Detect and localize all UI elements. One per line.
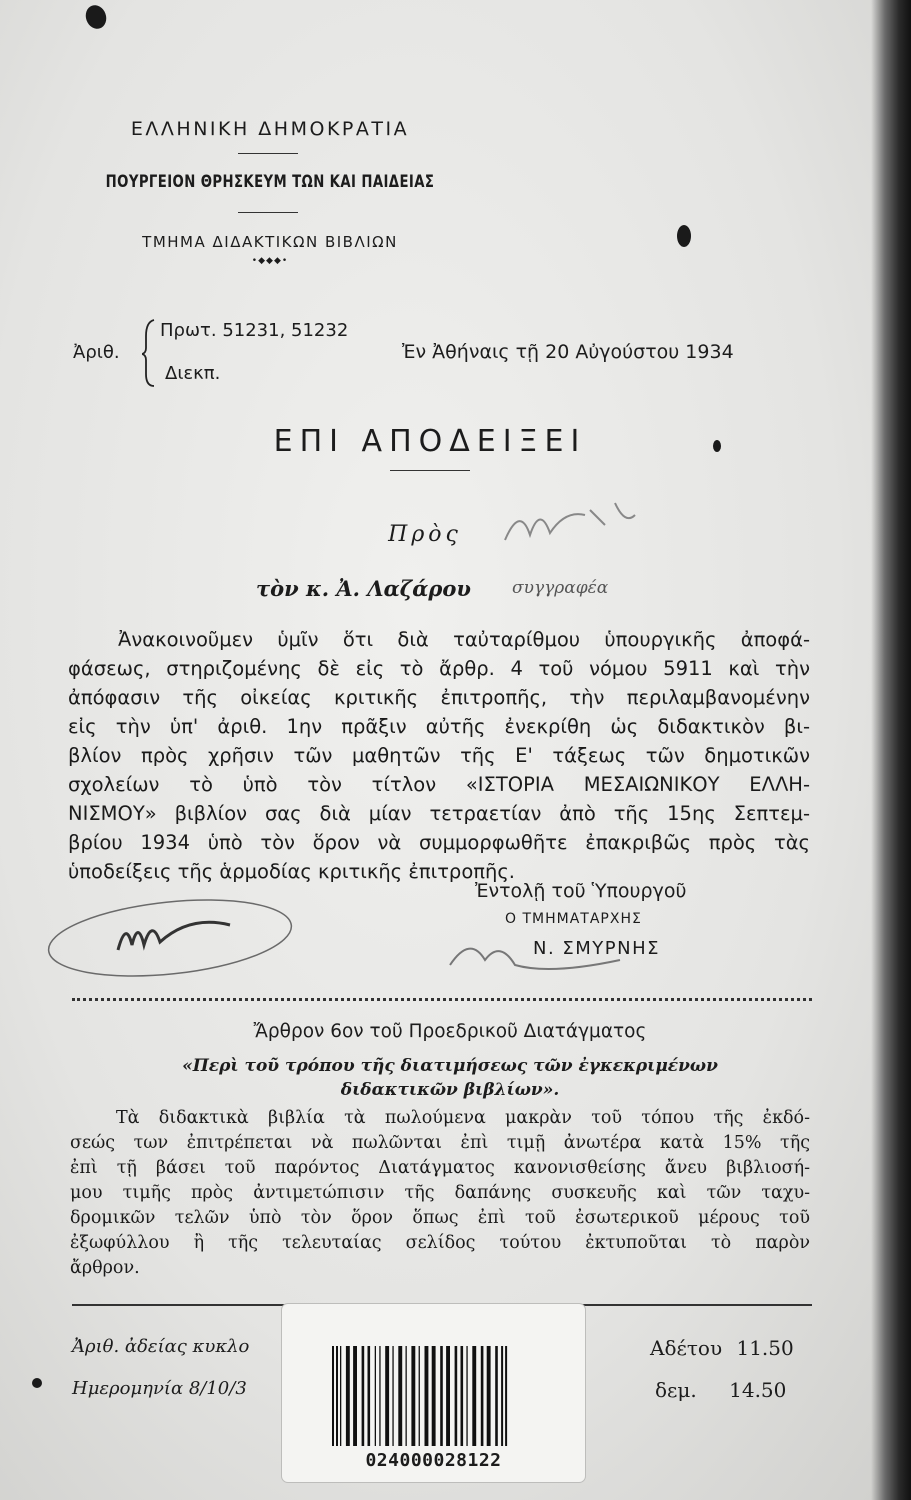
ministry-heading: ΠΟΥΡΓΕΙΟΝ ΘΡΗΣΚΕΥΜ ΤΩΝ ΚΑΙ ΠΑΙΔΕΙΑΣ: [105, 172, 435, 192]
barcode-bar: [353, 1346, 357, 1446]
reference-brace: [142, 318, 156, 388]
signature-name: Ν. ΣΜΥΡΝΗΣ: [533, 938, 661, 959]
price-unbound-text: Αδέτου: [650, 1336, 723, 1360]
barcode-bar: [455, 1346, 458, 1446]
barcode-bar: [385, 1346, 389, 1446]
price-bound-label: [655, 1378, 786, 1402]
barcode-bar: [487, 1346, 491, 1446]
body-line: ΝΙΣΜΟΥ» βιβλίον σας διὰ μίαν τετραετίαν ἀπὸ τῆς 15ης Σεπτεμ-: [68, 802, 810, 825]
article-body: [70, 1106, 810, 1281]
dispatch-label: Διεκπ.: [165, 363, 221, 384]
article-line: μου τιμῆς πρὸς ἀντιμετώπισιν τῆς δαπάνης συσκευῆς καὶ τῶν ταχυ-: [70, 1183, 810, 1203]
price-bound-text: δεμ.: [655, 1378, 697, 1402]
barcode-bar: [461, 1346, 464, 1446]
barcode-bar: [411, 1346, 415, 1446]
barcode-bar: [501, 1346, 503, 1446]
reference-label: Ἀριθ.: [73, 342, 120, 363]
signature-title: Ο ΤΜΗΜΑΤΑΡΧΗΣ: [505, 911, 642, 927]
article-heading: Ἄρθρον 6ον τοῦ Προεδρικοῦ Διατάγματος: [253, 1021, 647, 1042]
article-line: ἐξωφύλλου ἢ τῆς τελευταίας σελίδος τούτου ἐκτυποῦται τὸ παρὸν: [70, 1233, 810, 1253]
barcode-bar: [362, 1346, 365, 1446]
barcode-bar: [346, 1346, 350, 1446]
receipt-title: ΕΠΙ ΑΠΟΔΕΙΞΕΙ: [273, 424, 587, 459]
ink-stain: [32, 1378, 42, 1388]
date-label: Ημερομηνία 8/10/3: [72, 1378, 247, 1399]
ink-stain: [677, 225, 691, 247]
section-separator: [72, 998, 812, 1001]
body-line: βρίου 1934 ὑπὸ τὸν ὅρον νὰ συμμορφωθῆτε ἐπακριβῶς πρὸς τὰς: [68, 831, 810, 854]
barcode-bar: [406, 1346, 407, 1446]
price-bound-value: 14.50: [729, 1378, 787, 1402]
article-line: σεώς των ἐπιτρέπεται νὰ πωλῶνται ἐπὶ τιμῇ ἀνωτέρα κατὰ 15% τῆς: [70, 1133, 810, 1153]
recipient-name: τὸν κ. Ἀ. Λαζάρου: [256, 576, 471, 601]
republic-heading: ΕΛΛΗΝΙΚΗ ΔΗΜΟΚΡΑΤΙΑ: [130, 118, 410, 140]
body-line: εἰς τὴν ὑπ' ἀριθ. 1ην πρᾶξιν αὐτῆς ἐνεκρίθη ὡς διδακτικὸν βι-: [68, 715, 810, 738]
book-spine-shadow: [871, 0, 911, 1500]
body-line: βλίον πρὸς χρῆσιν τῶν μαθητῶν τῆς Ε' τάξεως τῶν δημοτικῶν: [68, 744, 810, 767]
title-underline: [390, 470, 470, 471]
protocol-number: Πρωτ. 51231, 51232: [160, 320, 349, 341]
barcode-bars: [332, 1346, 542, 1446]
header-ornament: •◆◆◆•: [251, 256, 289, 266]
handwritten-signature: [40, 890, 300, 990]
body-line: σχολείων τὸ ὑπὸ τὸν τίτλον «ΙΣΤΟΡΙΑ ΜΕΣΑΙΩΝΙΚΟΥ ΕΛΛΗ-: [68, 773, 810, 796]
barcode-bar: [336, 1346, 338, 1446]
barcode-bar: [495, 1346, 498, 1446]
article-subheading-cont: διδακτικῶν βιβλίων».: [340, 1080, 560, 1100]
barcode-bar: [368, 1346, 371, 1446]
barcode-bar: [398, 1346, 402, 1446]
article-line: δρομικῶν τελῶν ὑπὸ τὸν ὅρον ὅπως ἐπὶ τοῦ ἐσωτερικοῦ μέρους τοῦ: [70, 1208, 810, 1228]
body-line: Ἀνακοινοῦμεν ὑμῖν ὅτι διὰ ταὐταρίθμου ὑπουργικῆς ἀποφά-: [118, 628, 810, 651]
barcode-bar: [392, 1346, 393, 1446]
barcode-number: 024000028122: [365, 1450, 502, 1471]
letter-body: [68, 625, 810, 886]
barcode-sticker: [282, 1304, 585, 1482]
barcode-bar: [432, 1346, 436, 1446]
barcode-bar: [440, 1346, 443, 1446]
barcode-bar: [466, 1346, 467, 1446]
header-divider: [238, 153, 298, 154]
barcode-bar: [481, 1346, 484, 1446]
ink-stain: [713, 440, 721, 452]
barcode-bar: [419, 1346, 420, 1446]
ministry-divider: [238, 212, 298, 213]
barcode-bar: [446, 1346, 450, 1446]
price-unbound-value: 11.50: [736, 1336, 794, 1360]
barcode-bar: [340, 1346, 341, 1446]
body-line: ὑποδείξεις τῆς ἁρμοδίας κριτικῆς ἐπιτροπῆς.: [68, 860, 515, 883]
signature-authority: Ἐντολῇ τοῦ Ὑπουργοῦ: [475, 880, 687, 902]
article-line: ἐπὶ τῇ βάσει τοῦ παρόντος Διατάγματος κανονισθείσης ἄνευ βιβλιοσή-: [70, 1158, 810, 1178]
handwritten-initials: [495, 495, 645, 555]
barcode-bar: [379, 1346, 380, 1446]
barcode-bar: [425, 1346, 429, 1446]
handwritten-mark: [430, 920, 640, 990]
salutation-pros: Πρὸς: [388, 522, 462, 547]
barcode-bar: [332, 1346, 334, 1446]
barcode-bar: [505, 1346, 507, 1446]
price-unbound-label: [650, 1336, 794, 1360]
body-line: ἀπόφασιν τῆς οἰκείας κριτικῆς ἐπιτροπῆς, τὴν περιλαμβανομένην: [68, 686, 810, 709]
department-heading: ΤΜΗΜΑ ΔΙΔΑΚΤΙΚΩΝ ΒΙΒΛΙΩΝ: [142, 233, 398, 251]
body-line: φάσεως, στηριζομένης δὲ εἰς τὸ ἄρθρ. 4 τοῦ νόμου 5911 καὶ τὴν: [68, 657, 810, 680]
barcode-bar: [472, 1346, 476, 1446]
place-date: Ἐν Ἀθήναις τῇ 20 Αὐγούστου 1934: [402, 341, 734, 363]
recipient-role: συγγραφέα: [512, 578, 609, 598]
barcode-bar: [375, 1346, 376, 1446]
article-line: ἄρθρον.: [70, 1258, 140, 1278]
article-subheading: «Περὶ τοῦ τρόπου τῆς διατιμήσεως τῶν ἐγκεκριμένων: [182, 1056, 718, 1076]
permit-number-label: Ἀριθ. ἀδείας κυκλο: [72, 1336, 250, 1357]
article-line: Τὰ διδακτικὰ βιβλία τὰ πωλούμενα μακρὰν τοῦ τόπου τῆς ἐκδό-: [116, 1108, 810, 1128]
